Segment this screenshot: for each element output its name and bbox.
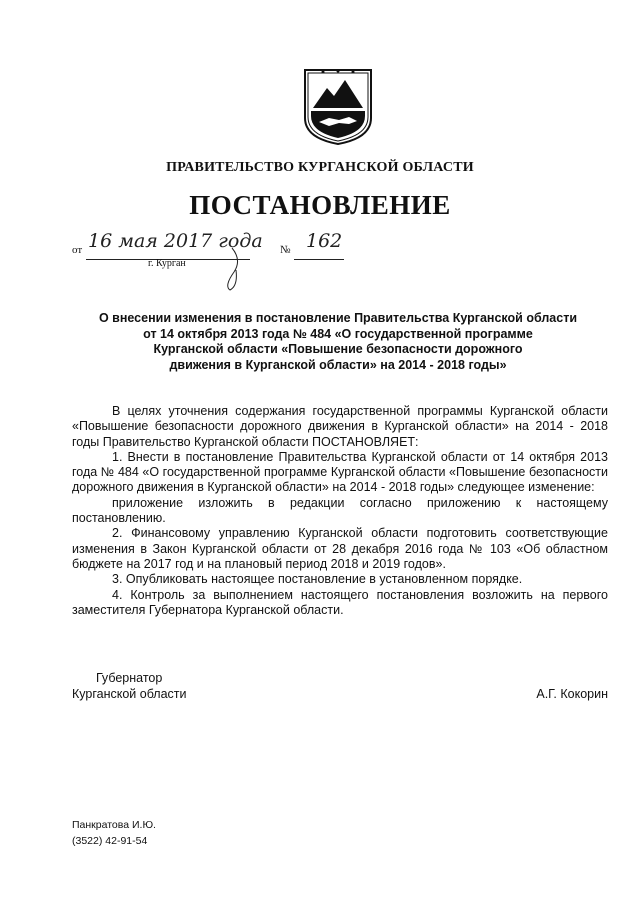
- handwritten-number: 162: [306, 230, 343, 252]
- body-paragraph-item-1: 1. Внести в постановление Правительства Курганской области от 14 октября 2013 года № 484 «О государственной программе Курганской области «Повышение безопасности дорожного движения в Курганской области» на 2014 - 2018 годы» следующее изменение:: [72, 449, 608, 495]
- resolution-body: [72, 404, 608, 618]
- coat-of-arms: [299, 66, 377, 146]
- number-underline: [294, 258, 344, 260]
- number-label: №: [280, 244, 291, 256]
- heading-line: Курганской области «Повышение безопасности дорожного: [153, 342, 523, 356]
- signatory-region: Курганской области: [72, 687, 187, 701]
- government-title: ПРАВИТЕЛЬСТВО КУРГАНСКОЙ ОБЛАСТИ: [166, 160, 474, 175]
- handwritten-flourish: [212, 246, 252, 292]
- body-paragraph-item-2: 2. Финансовому управлению Курганской области подготовить соответствующие изменения в Закон Курганской области от 28 декабря 2016 года № 103 «Об областном бюджете на 2017 год и на плановый период 2018 и 2019 годов».: [72, 526, 608, 571]
- signatory-name: А.Г. Кокорин: [536, 687, 608, 701]
- body-paragraph-change: приложение изложить в редакции согласно приложению к настоящему постановлению.: [72, 495, 608, 526]
- body-paragraph-item-4: 4. Контроль за выполнением настоящего постановления возложить на первого заместителя Губернатора Курганской области.: [72, 587, 608, 617]
- body-paragraph-preamble: В целях уточнения содержания государственной программы Курганской области «Повышение безопасности дорожного движения в Курганской области» на 2014 - 2018 годы Правительство Курганской области ПОСТАНОВЛЯЕТ:: [72, 404, 608, 449]
- executor-footer: [72, 817, 156, 849]
- executor-name: Панкратова И.Ю.: [72, 819, 156, 831]
- handwritten-date: 16 мая 2017 года: [88, 230, 263, 252]
- heading-line: движения в Курганской области» на 2014 - 2018 годы»: [169, 357, 507, 372]
- executor-phone: (3522) 42-91-54: [72, 835, 148, 847]
- city-label: г. Курган: [148, 258, 186, 269]
- date-number-block: [72, 232, 372, 292]
- signature-block: [72, 670, 608, 702]
- document-type-title: ПОСТАНОВЛЕНИЕ: [189, 190, 451, 220]
- body-paragraph-item-3: 3. Опубликовать настоящее постановление в установленном порядке.: [112, 572, 523, 587]
- signatory-position: Губернатор: [96, 671, 163, 685]
- date-from-label: от: [72, 244, 83, 256]
- resolution-heading: [78, 311, 598, 373]
- heading-line: от 14 октября 2013 года № 484 «О государственной программе: [143, 326, 533, 341]
- heading-line: О внесении изменения в постановление Правительства Курганской области: [98, 311, 578, 325]
